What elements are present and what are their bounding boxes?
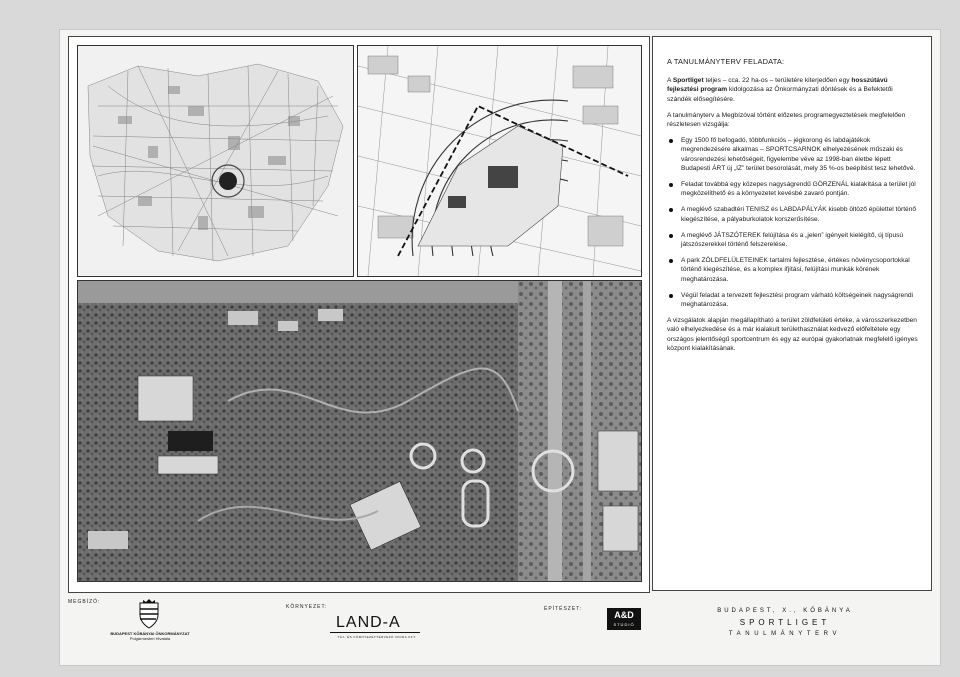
list-item: Egy 1500 fő befogadó, többfunkciós – jégkorong és labdajátékok megrendezésére alkalmas – SPORTCSARNOK elhelyezésének műszaki és városrendezési lehetőségeit, figyelembe véve az 1998-ban életbe lépett Budapesti ÁRT új „IZ” terület besorolását, mely 35 %-os beépítést tesz lehetővé.	[667, 136, 919, 173]
closing-paragraph: A vizsgálatok alapján megállapítható a terület zöldfelületi értéke, a városszerkezetben való elhelyezkedése és a már kialakult területhasználat kedvező előfeltétele egy országos jelentőségű sportcentrum és egy az európai gyakorlatnak megfelelő igényes központ kialakításának.	[667, 317, 918, 352]
project-name: SPORTLIGET	[739, 618, 831, 627]
list-item: A meglévő szabadtéri TENISZ és LABDAPÁLYÁK kisebb öltöző épülettel történő kiegészítése, a pályaburkolatok korszerűsítése.	[667, 205, 919, 223]
document-type: TANULMÁNYTERV	[728, 631, 842, 637]
list-item: A meglévő JÁTSZÓTEREK felújítása és a „jelen” igényeit kielégítő, új típusú játszószerekkel történő felszerelése.	[667, 231, 919, 249]
coat-of-arms-icon	[138, 599, 160, 629]
list-item: Feladat továbbá egy közepes nagyságrendű GÖRZENÁL kialakítása a terület jól megközelíthető és a környezetet kevésbé zavaró pontján.	[667, 180, 919, 198]
land-a-subtitle: TÁJ- ÉS KÖRNYEZETTERVEZŐ IRODA KFT.	[337, 635, 417, 639]
list-item: A park ZÖLDFELÜLETEINEK tartalmi fejlesztése, értékes növénycsoportokkal történő kiegészítése, és a komplex ifjítási, felújítási munkák körének meghatározása.	[667, 256, 919, 284]
architecture-label: ÉPÍTÉSZET:	[544, 606, 583, 612]
site-plan-map	[357, 45, 642, 277]
panel-heading: A TANULMÁNYTERV FELADATA:	[667, 57, 785, 66]
ad-studio-logo: A&D	[607, 608, 641, 630]
environment-label: KÖRNYEZET:	[286, 604, 328, 610]
logo-underline	[330, 632, 420, 633]
intro-paragraph: A Sportliget teljes – cca. 22 ha-os – területére kiterjedően egy hosszútávú fejlesztési program kidolgozása az Önkormányzati döntések és a Befektetői szándék elősegítésére.	[667, 77, 893, 103]
task-list	[667, 136, 919, 309]
aerial-photo	[77, 280, 642, 582]
scope-paragraph: A tanulmányterv a Megbízóval történt előzetes programegyeztetések megfelelően részletesen vizsgálja:	[667, 111, 906, 129]
district-map	[77, 45, 354, 277]
task-description-panel	[652, 36, 932, 591]
ad-studio-subtitle: STÚDIÓ	[613, 622, 635, 627]
land-a-logo: LAND-A	[336, 614, 401, 631]
project-title-block	[700, 608, 870, 637]
list-item: Végül feladat a tervezett fejlesztési program várható költségeinek nagyságrendi meghatározása.	[667, 291, 919, 309]
client-label: MEGBÍZÓ:	[68, 599, 101, 605]
client-name: BUDAPEST KŐBÁNYAI ÖNKORMÁNYZAT Polgármesteri Hivatala	[110, 631, 190, 641]
image-frame	[68, 36, 650, 593]
poster-sheet	[60, 30, 940, 665]
project-location: BUDAPEST, X., KŐBÁNYA	[717, 608, 853, 614]
